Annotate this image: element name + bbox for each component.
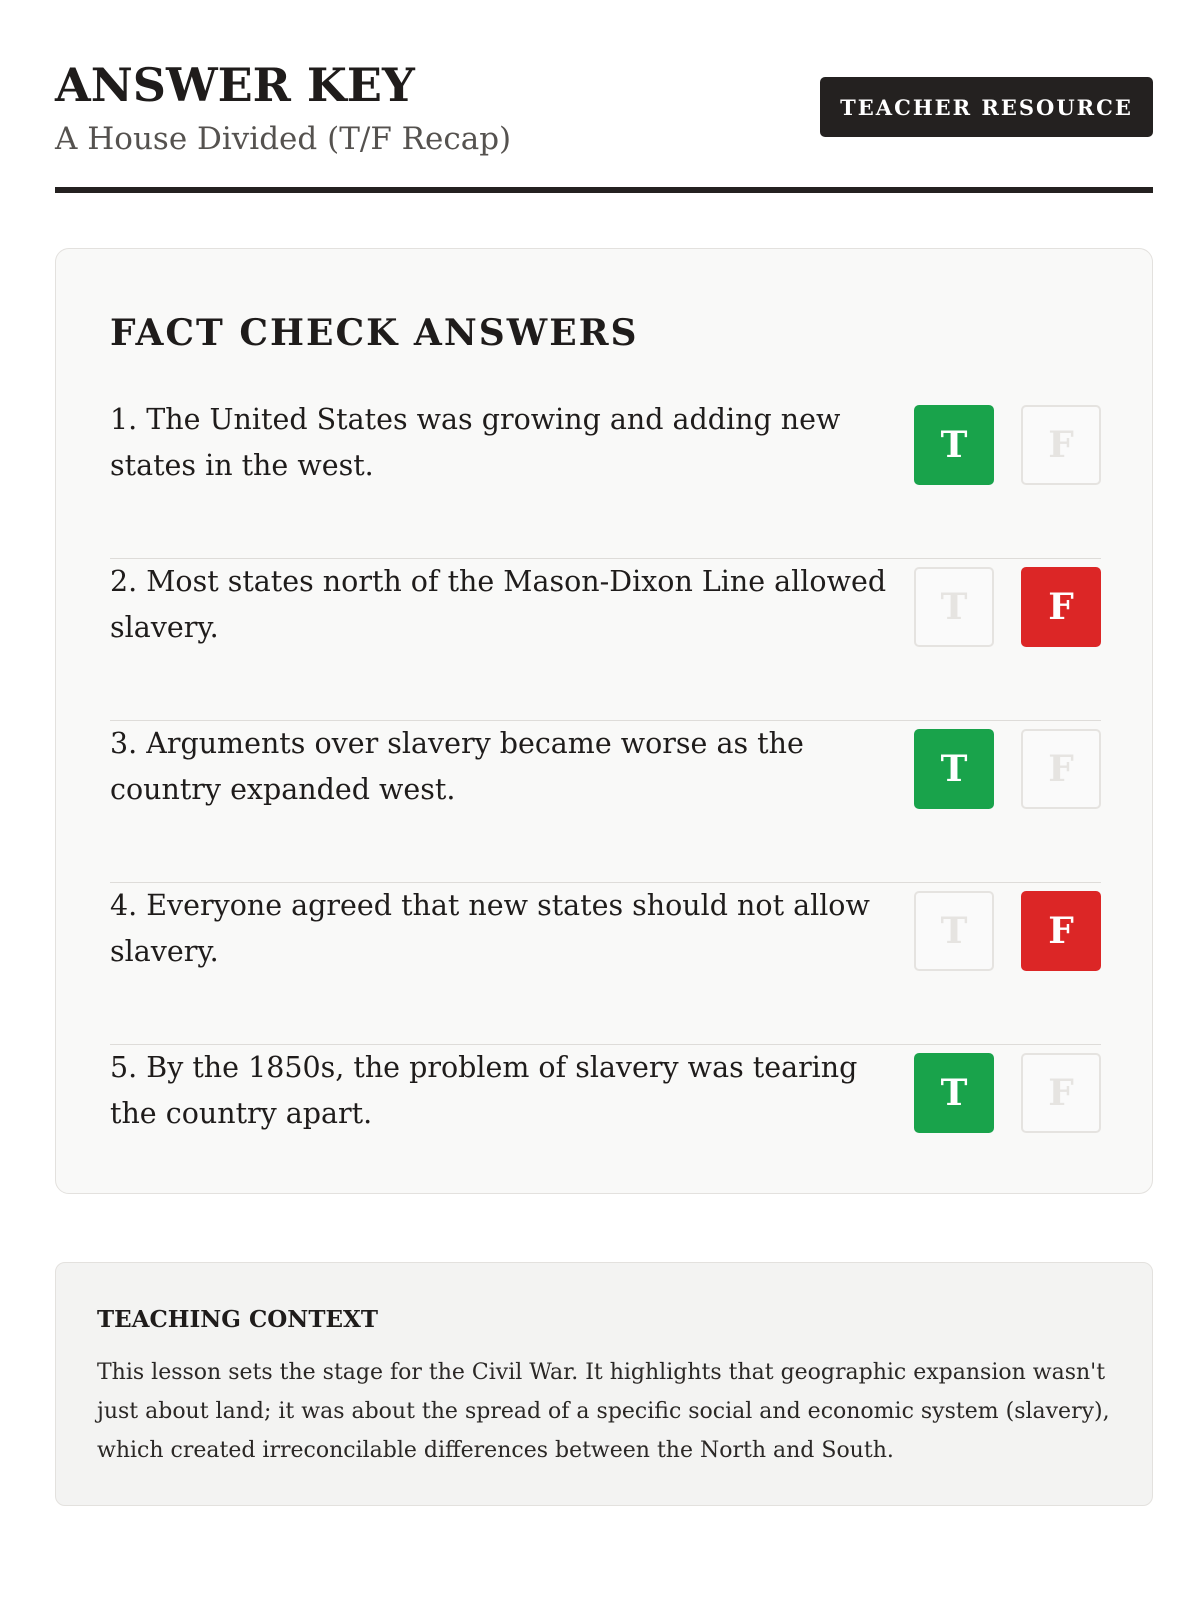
page-header — [55, 0, 1153, 194]
teaching-context-box — [55, 1262, 1153, 1506]
false-option: F — [1021, 891, 1101, 971]
true-option: T — [914, 567, 994, 647]
false-option: F — [1021, 405, 1101, 485]
teaching-context-body: This lesson sets the stage for the Civil War. It highlights that geographic expansion wasn't just about land; it was about the spread of a specific social and economic system (slavery), which created irreconcilable differences between the North and South. — [97, 1360, 1110, 1463]
page-title: ANSWER KEY — [55, 58, 415, 112]
false-option: F — [1021, 729, 1101, 809]
fact-check-item — [110, 883, 1101, 1045]
fact-check-title: FACT CHECK ANSWERS — [110, 312, 639, 354]
teaching-context-title: TEACHING CONTEXT — [97, 1306, 378, 1333]
true-option: T — [914, 891, 994, 971]
fact-check-statement: 3. Arguments over slavery became worse as the country expanded west. — [110, 727, 804, 806]
fact-check-list — [110, 397, 1101, 1207]
teacher-resource-badge: TEACHER RESOURCE — [820, 77, 1153, 137]
header-divider — [55, 187, 1153, 193]
fact-check-item — [110, 559, 1101, 721]
fact-check-item — [110, 721, 1101, 883]
fact-check-statement: 4. Everyone agreed that new states should not allow slavery. — [110, 889, 870, 968]
fact-check-card — [55, 248, 1153, 1194]
false-option: F — [1021, 1053, 1101, 1133]
page-subtitle: A House Divided (T/F Recap) — [55, 121, 512, 157]
fact-check-statement: 2. Most states north of the Mason-Dixon Line allowed slavery. — [110, 565, 887, 644]
fact-check-statement: 5. By the 1850s, the problem of slavery was tearing the country apart. — [110, 1051, 858, 1130]
false-option: F — [1021, 567, 1101, 647]
true-option: T — [914, 405, 994, 485]
true-option: T — [914, 1053, 994, 1133]
fact-check-item — [110, 397, 1101, 559]
answer-key-page — [55, 0, 1153, 1463]
fact-check-statement: 1. The United States was growing and adding new states in the west. — [110, 403, 841, 482]
fact-check-item — [110, 1045, 1101, 1207]
true-option: T — [914, 729, 994, 809]
